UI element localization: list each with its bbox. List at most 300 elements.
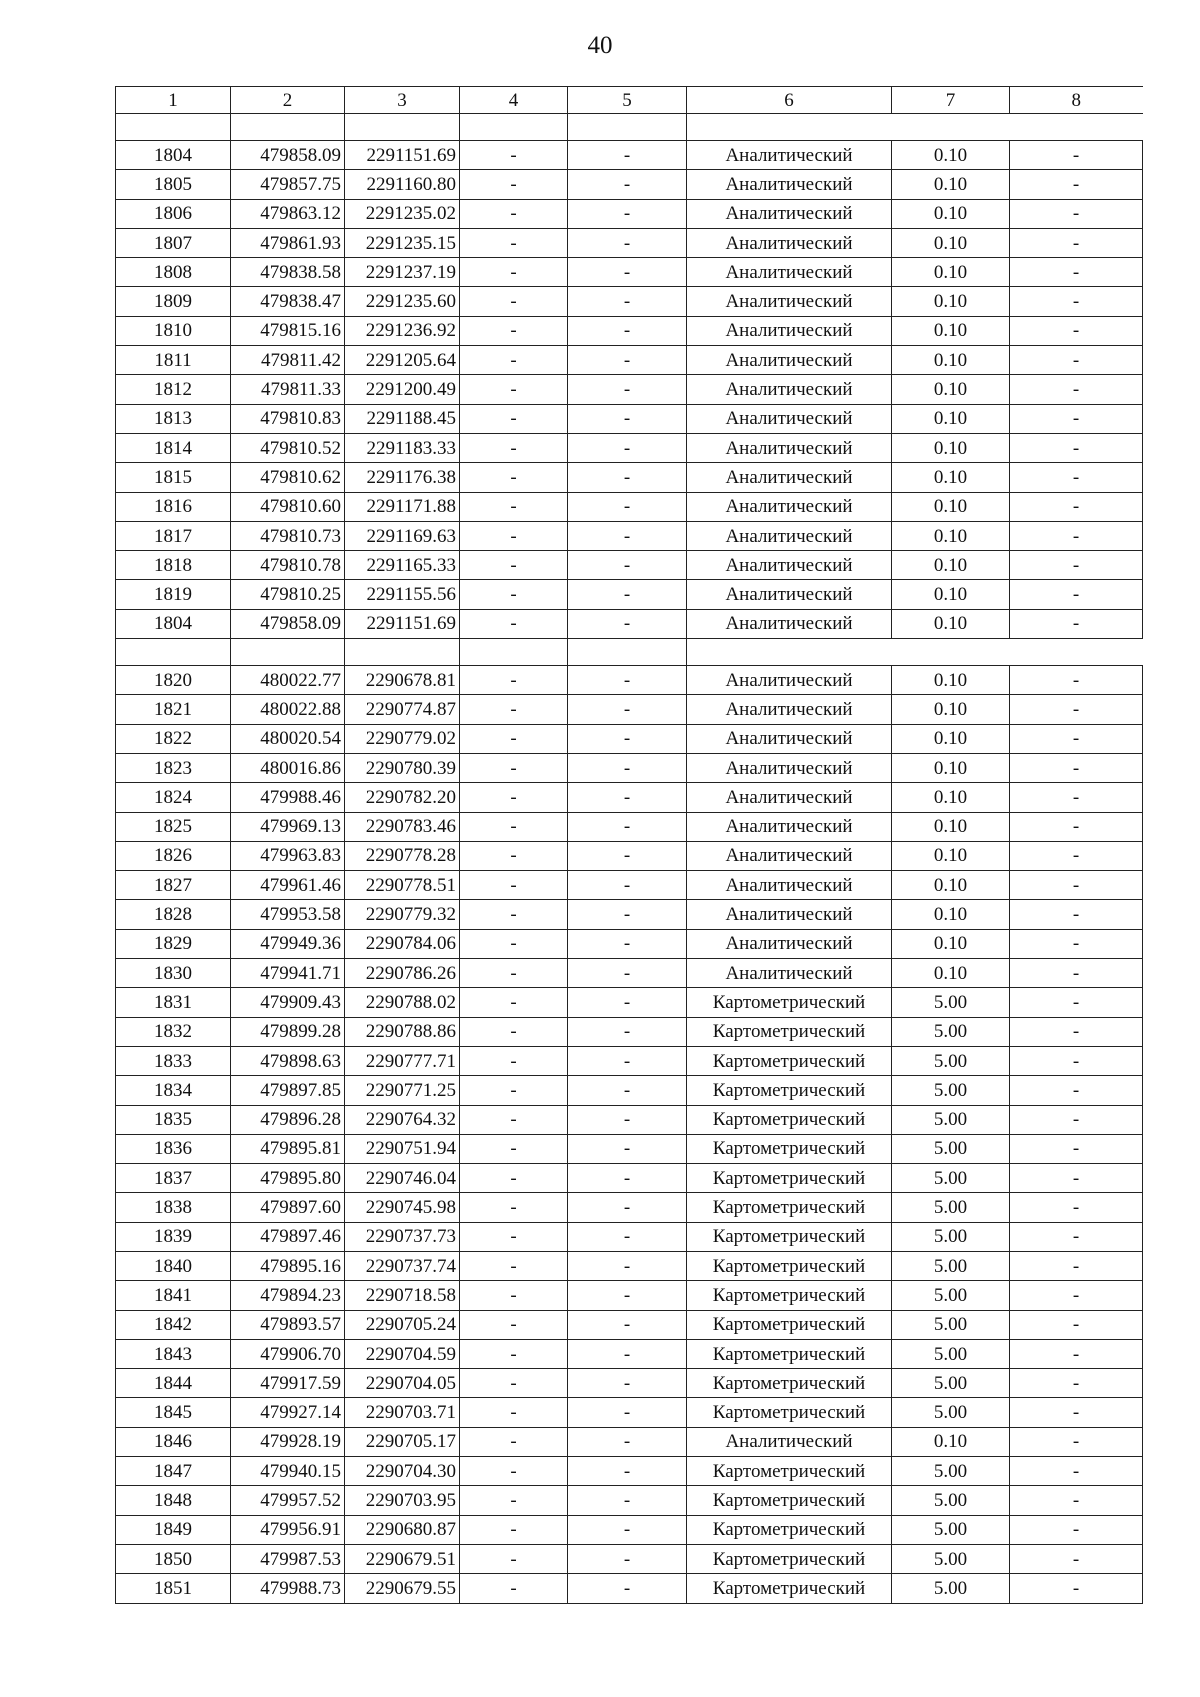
accuracy-cell: 5.00 xyxy=(892,1398,1010,1427)
y-coordinate-cell: 2290705.17 xyxy=(345,1427,460,1456)
method-cell: Картометрический xyxy=(687,1398,892,1427)
x-coordinate-cell: 479810.78 xyxy=(231,551,345,580)
col-4-value-cell: - xyxy=(460,900,568,929)
col-8-value-cell: - xyxy=(1010,463,1143,492)
col-4-value-cell: - xyxy=(460,1310,568,1339)
y-coordinate-cell: 2290746.04 xyxy=(345,1164,460,1193)
header-cell: 8 xyxy=(1010,87,1143,114)
method-cell: Картометрический xyxy=(687,1544,892,1573)
method-cell: Аналитический xyxy=(687,258,892,287)
col-4-value-cell: - xyxy=(460,1486,568,1515)
point-number-cell: 1804 xyxy=(116,141,231,170)
col-4-value-cell: - xyxy=(460,841,568,870)
method-cell: Картометрический xyxy=(687,1457,892,1486)
col-4-value-cell: - xyxy=(460,1076,568,1105)
col-4-value-cell: - xyxy=(460,724,568,753)
empty-cell xyxy=(460,639,568,666)
x-coordinate-cell: 479988.73 xyxy=(231,1574,345,1603)
col-5-value-cell: - xyxy=(568,753,687,782)
point-number-cell: 1808 xyxy=(116,258,231,287)
x-coordinate-cell: 479899.28 xyxy=(231,1017,345,1046)
empty-cell xyxy=(687,114,1143,141)
col-8-value-cell: - xyxy=(1010,580,1143,609)
point-number-cell: 1814 xyxy=(116,433,231,462)
col-5-value-cell: - xyxy=(568,1398,687,1427)
col-8-value-cell: - xyxy=(1010,1544,1143,1573)
x-coordinate-cell: 479895.16 xyxy=(231,1251,345,1280)
col-5-value-cell: - xyxy=(568,1457,687,1486)
accuracy-cell: 0.10 xyxy=(892,170,1010,199)
method-cell: Аналитический xyxy=(687,463,892,492)
col-5-value-cell: - xyxy=(568,1369,687,1398)
table-row xyxy=(116,959,1143,988)
col-8-value-cell: - xyxy=(1010,316,1143,345)
table-row xyxy=(116,1046,1143,1075)
x-coordinate-cell: 479987.53 xyxy=(231,1544,345,1573)
table-row xyxy=(116,1339,1143,1368)
method-cell: Аналитический xyxy=(687,695,892,724)
y-coordinate-cell: 2290788.86 xyxy=(345,1017,460,1046)
empty-cell xyxy=(345,639,460,666)
x-coordinate-cell: 479810.83 xyxy=(231,404,345,433)
x-coordinate-cell: 479941.71 xyxy=(231,959,345,988)
table-row xyxy=(116,1310,1143,1339)
x-coordinate-cell: 480022.77 xyxy=(231,666,345,695)
col-8-value-cell: - xyxy=(1010,1339,1143,1368)
method-cell: Картометрический xyxy=(687,1046,892,1075)
table-row xyxy=(116,228,1143,257)
x-coordinate-cell: 479909.43 xyxy=(231,988,345,1017)
x-coordinate-cell: 479858.09 xyxy=(231,609,345,638)
table-row xyxy=(116,1457,1143,1486)
accuracy-cell: 5.00 xyxy=(892,1193,1010,1222)
point-number-cell: 1842 xyxy=(116,1310,231,1339)
table-row xyxy=(116,900,1143,929)
col-4-value-cell: - xyxy=(460,316,568,345)
table-row xyxy=(116,783,1143,812)
method-cell: Картометрический xyxy=(687,988,892,1017)
accuracy-cell: 0.10 xyxy=(892,404,1010,433)
point-number-cell: 1815 xyxy=(116,463,231,492)
table-row xyxy=(116,141,1143,170)
col-5-value-cell: - xyxy=(568,959,687,988)
col-8-value-cell: - xyxy=(1010,666,1143,695)
accuracy-cell: 0.10 xyxy=(892,929,1010,958)
col-5-value-cell: - xyxy=(568,1339,687,1368)
method-cell: Картометрический xyxy=(687,1076,892,1105)
col-5-value-cell: - xyxy=(568,841,687,870)
method-cell: Аналитический xyxy=(687,521,892,550)
col-4-value-cell: - xyxy=(460,521,568,550)
method-cell: Картометрический xyxy=(687,1339,892,1368)
x-coordinate-cell: 479961.46 xyxy=(231,871,345,900)
col-5-value-cell: - xyxy=(568,1193,687,1222)
point-number-cell: 1818 xyxy=(116,551,231,580)
x-coordinate-cell: 479940.15 xyxy=(231,1457,345,1486)
accuracy-cell: 5.00 xyxy=(892,1310,1010,1339)
col-5-value-cell: - xyxy=(568,287,687,316)
col-8-value-cell: - xyxy=(1010,959,1143,988)
table-row xyxy=(116,753,1143,782)
col-8-value-cell: - xyxy=(1010,1515,1143,1544)
col-4-value-cell: - xyxy=(460,404,568,433)
accuracy-cell: 5.00 xyxy=(892,1544,1010,1573)
col-4-value-cell: - xyxy=(460,1398,568,1427)
col-8-value-cell: - xyxy=(1010,1281,1143,1310)
col-4-value-cell: - xyxy=(460,1222,568,1251)
accuracy-cell: 5.00 xyxy=(892,988,1010,1017)
col-4-value-cell: - xyxy=(460,1134,568,1163)
method-cell: Аналитический xyxy=(687,900,892,929)
col-5-value-cell: - xyxy=(568,1281,687,1310)
accuracy-cell: 0.10 xyxy=(892,433,1010,462)
col-8-value-cell: - xyxy=(1010,141,1143,170)
x-coordinate-cell: 479811.42 xyxy=(231,346,345,375)
col-5-value-cell: - xyxy=(568,492,687,521)
point-number-cell: 1824 xyxy=(116,783,231,812)
col-8-value-cell: - xyxy=(1010,724,1143,753)
col-8-value-cell: - xyxy=(1010,1076,1143,1105)
x-coordinate-cell: 480020.54 xyxy=(231,724,345,753)
method-cell: Картометрический xyxy=(687,1222,892,1251)
method-cell: Картометрический xyxy=(687,1105,892,1134)
col-8-value-cell: - xyxy=(1010,1574,1143,1603)
accuracy-cell: 5.00 xyxy=(892,1251,1010,1280)
col-8-value-cell: - xyxy=(1010,199,1143,228)
x-coordinate-cell: 479815.16 xyxy=(231,316,345,345)
accuracy-cell: 5.00 xyxy=(892,1457,1010,1486)
y-coordinate-cell: 2291169.63 xyxy=(345,521,460,550)
point-number-cell: 1849 xyxy=(116,1515,231,1544)
x-coordinate-cell: 479963.83 xyxy=(231,841,345,870)
section-separator-row xyxy=(116,639,1143,666)
table-row xyxy=(116,1281,1143,1310)
col-5-value-cell: - xyxy=(568,404,687,433)
y-coordinate-cell: 2290679.55 xyxy=(345,1574,460,1603)
table-row xyxy=(116,316,1143,345)
point-number-cell: 1821 xyxy=(116,695,231,724)
col-8-value-cell: - xyxy=(1010,609,1143,638)
col-8-value-cell: - xyxy=(1010,900,1143,929)
table-row xyxy=(116,1574,1143,1603)
accuracy-cell: 5.00 xyxy=(892,1046,1010,1075)
table-row xyxy=(116,1398,1143,1427)
table-row xyxy=(116,463,1143,492)
accuracy-cell: 0.10 xyxy=(892,609,1010,638)
col-8-value-cell: - xyxy=(1010,1369,1143,1398)
y-coordinate-cell: 2290679.51 xyxy=(345,1544,460,1573)
x-coordinate-cell: 479863.12 xyxy=(231,199,345,228)
point-number-cell: 1822 xyxy=(116,724,231,753)
table-row xyxy=(116,1251,1143,1280)
empty-cell xyxy=(460,114,568,141)
x-coordinate-cell: 479893.57 xyxy=(231,1310,345,1339)
col-5-value-cell: - xyxy=(568,375,687,404)
col-8-value-cell: - xyxy=(1010,1486,1143,1515)
col-4-value-cell: - xyxy=(460,1017,568,1046)
y-coordinate-cell: 2291151.69 xyxy=(345,141,460,170)
table-row xyxy=(116,521,1143,550)
accuracy-cell: 5.00 xyxy=(892,1574,1010,1603)
empty-cell xyxy=(116,639,231,666)
accuracy-cell: 0.10 xyxy=(892,666,1010,695)
method-cell: Аналитический xyxy=(687,404,892,433)
col-5-value-cell: - xyxy=(568,724,687,753)
col-8-value-cell: - xyxy=(1010,433,1143,462)
method-cell: Аналитический xyxy=(687,199,892,228)
col-5-value-cell: - xyxy=(568,346,687,375)
col-8-value-cell: - xyxy=(1010,551,1143,580)
point-number-cell: 1835 xyxy=(116,1105,231,1134)
col-5-value-cell: - xyxy=(568,1544,687,1573)
col-8-value-cell: - xyxy=(1010,929,1143,958)
accuracy-cell: 0.10 xyxy=(892,783,1010,812)
x-coordinate-cell: 479897.60 xyxy=(231,1193,345,1222)
accuracy-cell: 0.10 xyxy=(892,228,1010,257)
method-cell: Аналитический xyxy=(687,228,892,257)
point-number-cell: 1813 xyxy=(116,404,231,433)
accuracy-cell: 0.10 xyxy=(892,316,1010,345)
y-coordinate-cell: 2291151.69 xyxy=(345,609,460,638)
col-5-value-cell: - xyxy=(568,521,687,550)
col-5-value-cell: - xyxy=(568,1017,687,1046)
col-4-value-cell: - xyxy=(460,170,568,199)
col-5-value-cell: - xyxy=(568,1310,687,1339)
table-row xyxy=(116,375,1143,404)
empty-cell xyxy=(568,114,687,141)
table-row xyxy=(116,1164,1143,1193)
point-number-cell: 1825 xyxy=(116,812,231,841)
y-coordinate-cell: 2290778.51 xyxy=(345,871,460,900)
empty-cell xyxy=(231,114,345,141)
accuracy-cell: 0.10 xyxy=(892,1427,1010,1456)
col-5-value-cell: - xyxy=(568,1222,687,1251)
y-coordinate-cell: 2290737.73 xyxy=(345,1222,460,1251)
point-number-cell: 1819 xyxy=(116,580,231,609)
col-8-value-cell: - xyxy=(1010,404,1143,433)
point-number-cell: 1812 xyxy=(116,375,231,404)
header-cell: 4 xyxy=(460,87,568,114)
table-row xyxy=(116,170,1143,199)
col-4-value-cell: - xyxy=(460,1574,568,1603)
point-number-cell: 1839 xyxy=(116,1222,231,1251)
col-5-value-cell: - xyxy=(568,1134,687,1163)
point-number-cell: 1830 xyxy=(116,959,231,988)
table-row xyxy=(116,695,1143,724)
method-cell: Аналитический xyxy=(687,753,892,782)
method-cell: Картометрический xyxy=(687,1134,892,1163)
y-coordinate-cell: 2290680.87 xyxy=(345,1515,460,1544)
col-8-value-cell: - xyxy=(1010,1310,1143,1339)
method-cell: Аналитический xyxy=(687,346,892,375)
col-4-value-cell: - xyxy=(460,609,568,638)
point-number-cell: 1820 xyxy=(116,666,231,695)
header-cell: 2 xyxy=(231,87,345,114)
table-row xyxy=(116,1544,1143,1573)
table-row xyxy=(116,346,1143,375)
y-coordinate-cell: 2290704.59 xyxy=(345,1339,460,1368)
col-4-value-cell: - xyxy=(460,551,568,580)
x-coordinate-cell: 479810.62 xyxy=(231,463,345,492)
method-cell: Картометрический xyxy=(687,1193,892,1222)
y-coordinate-cell: 2290704.30 xyxy=(345,1457,460,1486)
col-8-value-cell: - xyxy=(1010,1427,1143,1456)
col-8-value-cell: - xyxy=(1010,1251,1143,1280)
table-row xyxy=(116,609,1143,638)
point-number-cell: 1844 xyxy=(116,1369,231,1398)
accuracy-cell: 5.00 xyxy=(892,1339,1010,1368)
table-row xyxy=(116,433,1143,462)
table-body xyxy=(116,87,1143,1604)
empty-cell xyxy=(231,639,345,666)
accuracy-cell: 0.10 xyxy=(892,871,1010,900)
y-coordinate-cell: 2291235.60 xyxy=(345,287,460,316)
method-cell: Аналитический xyxy=(687,666,892,695)
col-4-value-cell: - xyxy=(460,1339,568,1368)
point-number-cell: 1848 xyxy=(116,1486,231,1515)
table-row xyxy=(116,871,1143,900)
col-5-value-cell: - xyxy=(568,1105,687,1134)
col-8-value-cell: - xyxy=(1010,1457,1143,1486)
y-coordinate-cell: 2290718.58 xyxy=(345,1281,460,1310)
accuracy-cell: 0.10 xyxy=(892,580,1010,609)
col-5-value-cell: - xyxy=(568,463,687,492)
col-4-value-cell: - xyxy=(460,988,568,1017)
point-number-cell: 1828 xyxy=(116,900,231,929)
col-8-value-cell: - xyxy=(1010,1164,1143,1193)
x-coordinate-cell: 479894.23 xyxy=(231,1281,345,1310)
x-coordinate-cell: 479810.60 xyxy=(231,492,345,521)
empty-cell xyxy=(568,639,687,666)
section-separator-row xyxy=(116,114,1143,141)
y-coordinate-cell: 2290778.28 xyxy=(345,841,460,870)
point-number-cell: 1826 xyxy=(116,841,231,870)
col-4-value-cell: - xyxy=(460,463,568,492)
table-row xyxy=(116,1486,1143,1515)
accuracy-cell: 5.00 xyxy=(892,1017,1010,1046)
x-coordinate-cell: 479861.93 xyxy=(231,228,345,257)
col-8-value-cell: - xyxy=(1010,753,1143,782)
col-5-value-cell: - xyxy=(568,812,687,841)
y-coordinate-cell: 2291205.64 xyxy=(345,346,460,375)
point-number-cell: 1827 xyxy=(116,871,231,900)
col-5-value-cell: - xyxy=(568,1574,687,1603)
y-coordinate-cell: 2290745.98 xyxy=(345,1193,460,1222)
table-row xyxy=(116,1134,1143,1163)
method-cell: Картометрический xyxy=(687,1369,892,1398)
col-8-value-cell: - xyxy=(1010,812,1143,841)
y-coordinate-cell: 2291155.56 xyxy=(345,580,460,609)
col-5-value-cell: - xyxy=(568,316,687,345)
point-number-cell: 1847 xyxy=(116,1457,231,1486)
col-5-value-cell: - xyxy=(568,783,687,812)
method-cell: Аналитический xyxy=(687,375,892,404)
col-4-value-cell: - xyxy=(460,783,568,812)
col-4-value-cell: - xyxy=(460,141,568,170)
point-number-cell: 1806 xyxy=(116,199,231,228)
point-number-cell: 1805 xyxy=(116,170,231,199)
col-4-value-cell: - xyxy=(460,228,568,257)
x-coordinate-cell: 479896.28 xyxy=(231,1105,345,1134)
empty-cell xyxy=(345,114,460,141)
col-5-value-cell: - xyxy=(568,900,687,929)
header-cell: 7 xyxy=(892,87,1010,114)
col-5-value-cell: - xyxy=(568,1486,687,1515)
col-4-value-cell: - xyxy=(460,1046,568,1075)
col-8-value-cell: - xyxy=(1010,258,1143,287)
col-4-value-cell: - xyxy=(460,433,568,462)
point-number-cell: 1837 xyxy=(116,1164,231,1193)
x-coordinate-cell: 479810.73 xyxy=(231,521,345,550)
col-4-value-cell: - xyxy=(460,375,568,404)
point-number-cell: 1817 xyxy=(116,521,231,550)
col-5-value-cell: - xyxy=(568,1515,687,1544)
y-coordinate-cell: 2290764.32 xyxy=(345,1105,460,1134)
col-5-value-cell: - xyxy=(568,1076,687,1105)
table-row xyxy=(116,258,1143,287)
y-coordinate-cell: 2290737.74 xyxy=(345,1251,460,1280)
y-coordinate-cell: 2290704.05 xyxy=(345,1369,460,1398)
x-coordinate-cell: 480022.88 xyxy=(231,695,345,724)
col-8-value-cell: - xyxy=(1010,1222,1143,1251)
method-cell: Аналитический xyxy=(687,812,892,841)
col-8-value-cell: - xyxy=(1010,287,1143,316)
col-4-value-cell: - xyxy=(460,1544,568,1573)
y-coordinate-cell: 2291165.33 xyxy=(345,551,460,580)
col-4-value-cell: - xyxy=(460,1193,568,1222)
accuracy-cell: 0.10 xyxy=(892,141,1010,170)
accuracy-cell: 5.00 xyxy=(892,1076,1010,1105)
y-coordinate-cell: 2291183.33 xyxy=(345,433,460,462)
accuracy-cell: 0.10 xyxy=(892,812,1010,841)
method-cell: Картометрический xyxy=(687,1310,892,1339)
x-coordinate-cell: 479897.85 xyxy=(231,1076,345,1105)
point-number-cell: 1850 xyxy=(116,1544,231,1573)
x-coordinate-cell: 479906.70 xyxy=(231,1339,345,1368)
method-cell: Картометрический xyxy=(687,1515,892,1544)
point-number-cell: 1816 xyxy=(116,492,231,521)
col-8-value-cell: - xyxy=(1010,783,1143,812)
y-coordinate-cell: 2290703.71 xyxy=(345,1398,460,1427)
header-cell: 6 xyxy=(687,87,892,114)
col-4-value-cell: - xyxy=(460,1515,568,1544)
col-4-value-cell: - xyxy=(460,1281,568,1310)
point-number-cell: 1829 xyxy=(116,929,231,958)
col-4-value-cell: - xyxy=(460,1251,568,1280)
method-cell: Аналитический xyxy=(687,141,892,170)
accuracy-cell: 5.00 xyxy=(892,1515,1010,1544)
method-cell: Аналитический xyxy=(687,433,892,462)
col-8-value-cell: - xyxy=(1010,1398,1143,1427)
y-coordinate-cell: 2290774.87 xyxy=(345,695,460,724)
y-coordinate-cell: 2291235.15 xyxy=(345,228,460,257)
point-number-cell: 1836 xyxy=(116,1134,231,1163)
table-row xyxy=(116,1222,1143,1251)
col-8-value-cell: - xyxy=(1010,1193,1143,1222)
header-cell: 5 xyxy=(568,87,687,114)
accuracy-cell: 0.10 xyxy=(892,695,1010,724)
accuracy-cell: 5.00 xyxy=(892,1281,1010,1310)
col-8-value-cell: - xyxy=(1010,228,1143,257)
method-cell: Аналитический xyxy=(687,959,892,988)
col-5-value-cell: - xyxy=(568,1046,687,1075)
point-number-cell: 1832 xyxy=(116,1017,231,1046)
col-4-value-cell: - xyxy=(460,1105,568,1134)
y-coordinate-cell: 2290783.46 xyxy=(345,812,460,841)
col-5-value-cell: - xyxy=(568,170,687,199)
accuracy-cell: 0.10 xyxy=(892,724,1010,753)
method-cell: Аналитический xyxy=(687,609,892,638)
